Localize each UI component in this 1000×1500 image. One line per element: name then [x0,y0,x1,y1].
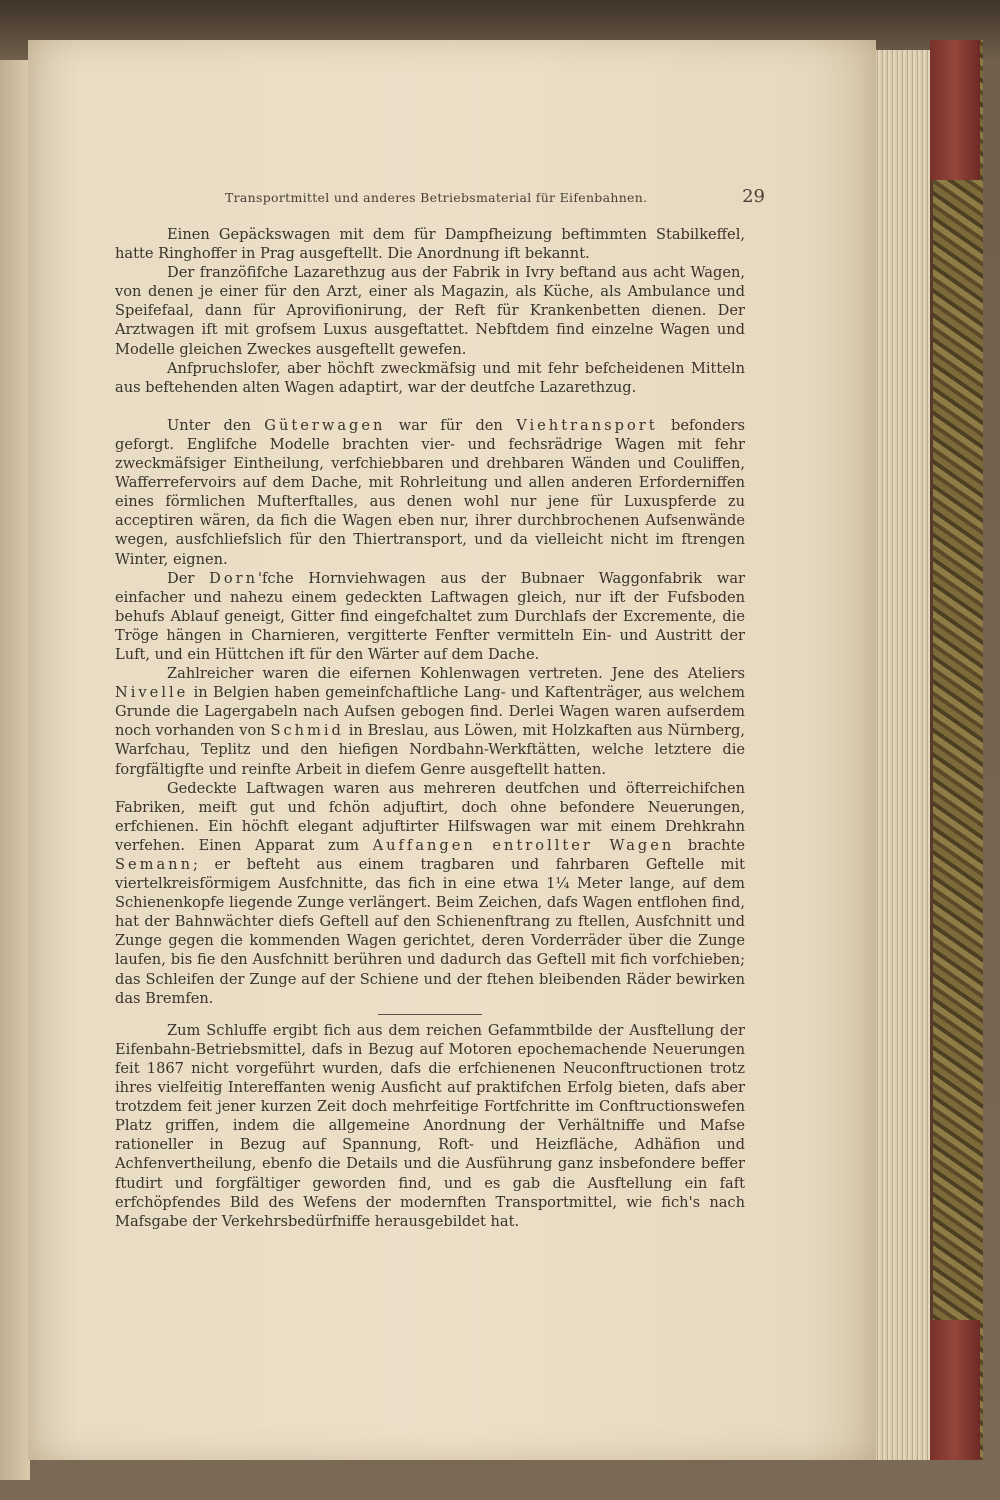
text-run: ; er befteht aus einem tragbaren und fahrbaren Geftelle mit viertelkreisförmigem Ausfchnitte, das fich in eine etwa 1¼ Meter lange, auf dem Schienenkopfe liegende Zunge verlängert. Beim Zeichen, dafs Wagen entflohen find, hat der Bahnwächter diefs Geftell auf den Schienenftrang zu ftellen, Ausfchnitt und Zunge gegen die kommenden Wagen gerichtet, deren Vorderräder über die Zunge laufen, bis fie den Ausfchnitt berühren und dadurch das Geftell mit fich vorfchieben; das Schleifen der Zunge auf der Schiene und der ftehen bleibenden Räder bewirken das Bremfen. [115,856,745,1007]
text-run: Der [167,569,210,587]
book-corner-bottom [930,1320,980,1460]
text-run: in Belgien haben gemeinfchaftliche Lang- und Kaftenträger, aus welchem Grunde die Lagergabeln nach Aufsen gebogen find. Derlei Wagen waren aufserdem noch vorhanden von [115,684,745,740]
emphasis-dorn: Dorn [209,569,258,587]
text-run: befonders geforgt. Englifche Modelle brachten vier- und fechsrädrige Wagen mit fehr zweckmäfsiger Eintheilung, verfchiebbaren und drehbaren Wänden und Couliffen, Wafferrefervoirs auf dem Dache, mit Rohrleitung und allen anderen Erforderniffen eines förmlichen Mufterftalles, aus denen wohl nur jene für Luxuspferde zu acceptiren wären, da fich die Wagen eben nur, ihrer durchbrochenen Aufsenwände wegen, ausfchliefslich für den Thiertransport, und da vielleicht nicht im ftrengen Winter, eignen. [115,416,745,568]
book-cover-edge [930,40,983,1460]
text-run: Unter den [167,416,265,434]
page-number: 29 [742,186,765,207]
text-run: 'fche Hornviehwagen aus der Bubnaer Waggonfabrik war einfacher und nahezu einem gedeckten Laftwagen gleich, nur ift der Fufsboden behufs Ablauf geneigt, Gitter find eingefchaltet zum Durchlafs der Excremente, die Tröge hängen in Charnieren, vergitterte Fenfter vermitteln Ein- und Austritt der Luft, und ein Hüttchen ift für den Wärter auf dem Dache. [115,569,746,663]
paragraph-2: Der franzöfifche Lazarethzug aus der Fabrik in Ivry beftand aus acht Wagen, von denen je einer für den Arzt, einer als Magazin, als Küche, als Ambulance und Speifefaal, dann für Aprovifionirung, der Reft für Krankenbetten dienen. Der Arztwagen ift mit grofsem Luxus ausgeftattet. Nebftdem find einzelne Wagen und Modelle gleichen Zweckes ausgeftellt gewefen. [115,264,745,358]
paragraph-4 [115,416,745,569]
paragraph-8: Zum Schluffe ergibt fich aus dem reichen Gefammtbilde der Ausftellung der Eifenbahn-Betriebsmittel, dafs in Bezug auf Motoren epochemachende Neuerungen feit 1867 nicht vorgeführt wurden, dafs die erfchienenen Neuconftructionen trotz ihres vielfeitig Intereffanten wenig Ausficht auf praktifchen Erfolg bieten, dafs aber trotzdem feit jener kurzen Zeit doch mehrfeitige Fortfchritte im Conftructionswefen Platz griffen, indem die allgemeine Anordnung der Verhältniffe und Mafse rationeller in Bezug auf Spannung, Roft- und Heizfläche, Adhäfion und Achfenvertheilung, ebenfo die Details und die Ausführung ganz insbefondere beffer ftudirt und forgfältiger geworden find, und es gab die Ausftellung ein faft erfchöpfendes Bild des Wefens der modernften Transportmittel, wie fich's nach Mafsgabe der Verkehrsbedürfniffe herausgebildet hat. [115,1021,745,1230]
paragraph-3: Anfpruchslofer, aber höchft zweckmäfsig und mit fehr befcheidenen Mitteln aus beftehenden alten Wagen adaptirt, war der deutfche Lazarethzug. [115,359,745,396]
paragraph-5 [115,569,745,664]
emphasis-nivelle: Nivelle [115,684,189,702]
page-stack-edge [870,50,930,1460]
text-run: Zahlreicher waren die eifernen Kohlenwagen vertreten. Jene des Ateliers [167,665,745,683]
paragraph-6 [115,664,745,779]
paragraph-7 [115,779,745,1008]
left-page-edge [0,60,30,1480]
text-run: in Breslau, aus Löwen, mit Holzkaften aus Nürnberg, Warfchau, Teplitz und den hiefigen Nordbahn-Werkftätten, welche letztere die forgfältigfte und reinfte Arbeit in diefem Genre ausgeftellt hatten. [115,722,745,778]
section-divider [378,1014,482,1015]
emphasis-schmid: Schmid [270,722,344,740]
paragraph-1: Einen Gepäckswagen mit dem für Dampfheizung beftimmten Stabilkeffel, hatte Ringhoffer in Prag ausgeftellt. Die Anordnung ift bekannt. [115,226,745,263]
page-header [195,186,785,212]
text-run: Gedeckte Laftwagen waren aus mehreren deutfchen und öfterreichifchen Fabriken, meift gut und fchön adjuftirt, doch ohne befondere Neuerungen, erfchienen. Ein höchft elegant adjuftirter Hilfswagen war mit einem Drehkrahn verfehen. Einen Apparat zum [115,779,745,854]
running-title: Transportmittel und anderes Betriebsmaterial für Eifenbahnen. [225,190,648,205]
emphasis-auffangen: Auffangen entrollter Wagen [372,836,675,854]
body-text [115,225,745,1231]
text-run: war für den [385,416,517,434]
book-corner-top [930,40,980,180]
emphasis-gueterwagen: Güterwagen [264,416,386,434]
emphasis-viehtransport: Viehtransport [516,416,658,434]
text-run: brachte [674,836,746,854]
emphasis-semann: Semann [115,856,193,873]
